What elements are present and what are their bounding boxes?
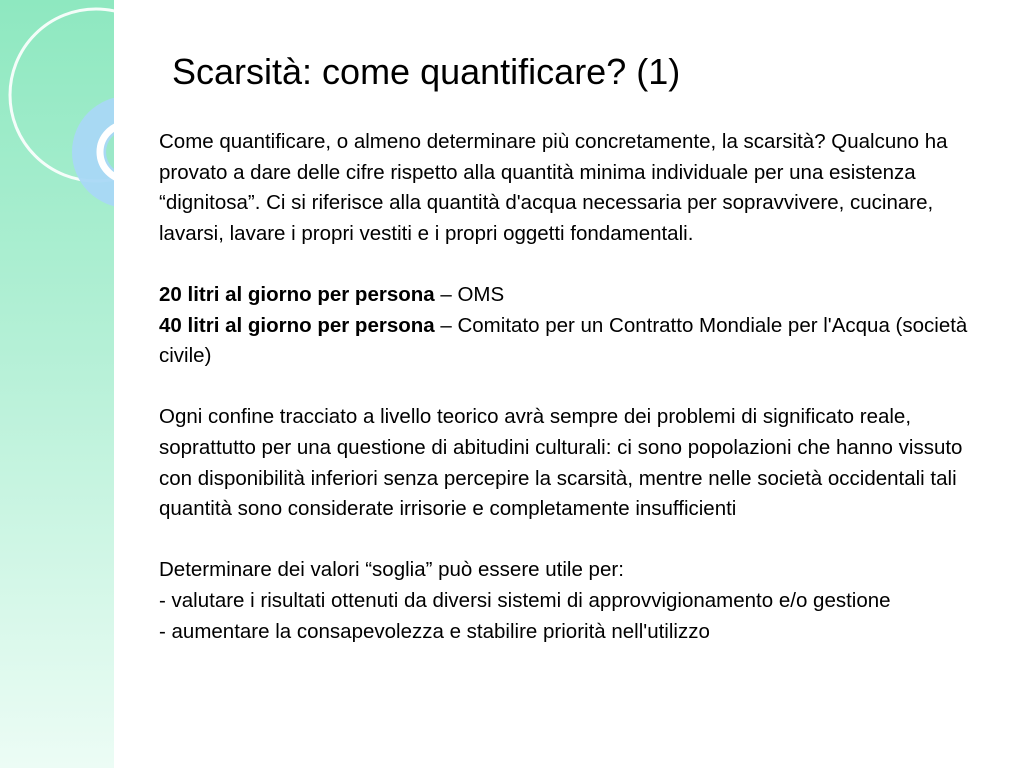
slide-body — [159, 127, 989, 647]
use-item: - aumentare la consapevolezza e stabilire priorità nell'utilizzo — [159, 619, 710, 643]
paragraph-spacer — [159, 372, 989, 403]
decorative-circles-graphic — [0, 0, 114, 260]
limits-paragraph: Ogni confine tracciato a livello teorico avrà sempre dei problemi di significato reale, soprattutto per una questione di abitudini culturali: ci sono popolazioni che hanno vissuto con disponibilità inferiori senza percepire la scarsità, mentre nelle società occidentali tali quantità sono considerate irrisorie e completamente insufficienti — [159, 405, 963, 521]
decorative-side-band — [0, 0, 114, 768]
uses-intro: Determinare dei valori “soglia” può essere utile per: — [159, 558, 624, 582]
threshold-amount: 20 litri al giorno per persona — [159, 282, 435, 306]
threshold-source: – OMS — [434, 282, 505, 306]
use-item: - valutare i risultati ottenuti da diversi sistemi di approvvigionamento e/o gestione — [159, 588, 891, 612]
threshold-source: – Comitato per un Contratto Mondiale per l'Acqua (società civile) — [159, 313, 968, 368]
threshold-line-civil-society — [159, 311, 989, 372]
slide-title: Scarsità: come quantificare? (1) — [172, 51, 681, 92]
intro-paragraph: Come quantificare, o almeno determinare più concretamente, la scarsità? Qualcuno ha provato a dare delle cifre rispetto alla quantità minima individuale per una esistenza “dignitosa”. Ci si riferisce alla quantità d'acqua necessaria per sopravvivere, cucinare, lavarsi, lavare i propri vestiti e i propri oggetti fondamentali. — [159, 130, 948, 245]
threshold-line-oms — [159, 280, 989, 311]
paragraph-spacer — [159, 525, 989, 556]
threshold-amount: 40 litri al giorno per persona — [159, 313, 435, 337]
paragraph-spacer — [159, 249, 989, 280]
